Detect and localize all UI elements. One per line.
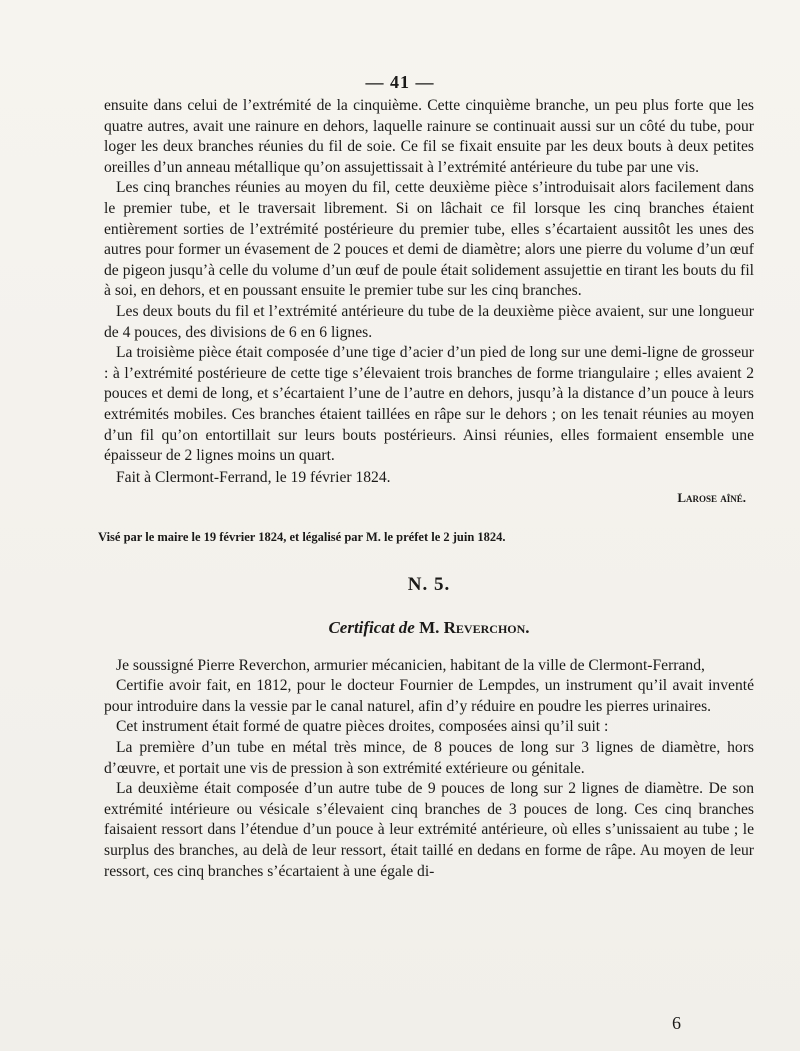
- certificate-title: [104, 618, 754, 638]
- paragraph: ensuite dans celui de l’extrémité de la cinquième. Cette cinquième branche, un peu plus forte que les quatre autres, avait une rainure en dehors, laquelle rainure se continuait aussi sur un côté du tube, pour loger les deux branches réunies du fil de soie. Ce fil se fixait ensuite par les deux bouts à deux petites oreilles d’un anneau métallique qu’on assujettissait à l’extrémité antérieure du tube par une vis.: [104, 97, 754, 176]
- signature-mark: 6: [672, 1013, 681, 1033]
- paragraph: Je soussigné Pierre Reverchon, armurier mécanicien, habitant de la ville de Clermont-Ferrand,: [116, 656, 705, 674]
- page-body: [98, 96, 754, 882]
- paragraph: Cet instrument était formé de quatre pièces droites, composées ainsi qu’il suit :: [116, 718, 609, 736]
- page-number: — 41 —: [365, 72, 435, 92]
- certificate-title-name: M. Reverchon.: [419, 617, 530, 637]
- certificate-title-prefix: Certificat de: [328, 617, 415, 637]
- paragraph: Les deux bouts du fil et l’extrémité antérieure du tube de la deuxième pièce avaient, sur une longueur de 4 pouces, des divisions de 6 en 6 lignes.: [104, 302, 754, 341]
- section-number: N. 5.: [407, 573, 451, 595]
- paragraph: La première d’un tube en métal très mince, de 8 pouces de long sur 3 lignes de diamètre, hors d’œuvre, et portait une vis de pression à son extrémité extérieure ou génitale.: [104, 739, 754, 777]
- paragraph: La deuxième était composée d’un autre tube de 9 pouces de long sur 2 lignes de diamètre. De son extrémité intérieure ou vésicale s’élevaient cinq branches de 3 pouces de long. Ces cinq branches faisaient ressort dans l’étendue d’un pouce à leur extrémité antérieure, où elles s’unissaient au tube ; le surplus des branches, au delà de leur ressort, était taillé en dedans en forme de râpe. Au moyen de leur ressort, ces cinq branches s’écartaient à une égale di-: [104, 780, 754, 880]
- paragraph: Certifie avoir fait, en 1812, pour le docteur Fournier de Lempdes, un instrument qu’il avait inventé pour introduire dans la vessie par le canal naturel, afin d’y réduire en poudre les pierres urinaires.: [104, 677, 754, 715]
- paragraph: La troisième pièce était composée d’une tige d’acier d’un pied de long sur une demi-ligne de grosseur : à l’extrémité postérieure de cette tige s’élevaient trois branches de forme triangulaire ; elles avaient 2 pouces et demi de long, et s’écartaient l’une de l’autre en dehors, jusqu’à la distance d’un pouce à leurs extrémités mobiles. Ces branches étaient taillées en râpe sur le dehors ; on les tenait réunies au moyen d’un fil qu’on entortillait sur leurs bouts postérieurs. Ainsi réunies, elles formaient ensemble une épaisseur de 2 lignes moins un quart.: [104, 344, 754, 465]
- signature: Larose aîné.: [677, 489, 746, 505]
- visa-note: Visé par le maire le 19 février 1824, et légalisé par M. le préfet le 2 juin 1824.: [98, 529, 506, 544]
- paragraph: Les cinq branches réunies au moyen du fil, cette deuxième pièce s’introduisait alors facilement dans le premier tube, et le traversait librement. Si on lâchait ce fil lorsque les cinq branches étaient entièrement sorties de l’extrémité postérieure du premier tube, elles s’écartaient aussitôt les unes des autres pour former un évasement de 2 pouces et demi de diamètre; alors une pierre du volume d’un œuf de pigeon jusqu’à celle du volume d’un œuf de poule était solidement assujettie en tirant les bouts du fil à soi, en dehors, et en poussant ensuite le premier tube sur les cinq branches.: [104, 179, 754, 300]
- date-place-line: Fait à Clermont-Ferrand, le 19 février 1824.: [116, 468, 391, 486]
